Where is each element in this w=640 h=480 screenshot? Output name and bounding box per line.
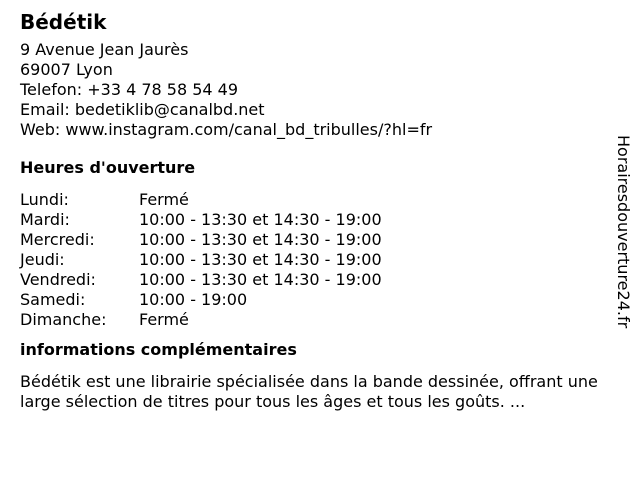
contact-block <box>20 40 610 140</box>
time-value: Fermé <box>139 310 189 329</box>
hours-row-friday <box>20 270 610 290</box>
hours-table <box>20 190 610 330</box>
hours-heading: Heures d'ouverture <box>20 158 196 177</box>
day-label: Samedi: <box>20 290 86 309</box>
hours-row-tuesday <box>20 210 610 230</box>
business-card <box>20 10 610 428</box>
business-description: Bédétik est une librairie spécialisée dans la bande dessinée, offrant une large sélection de titres pour tous les âges et tous les goûts. ... <box>20 372 598 411</box>
watermark-text: Horairesdouverture24.fr <box>614 135 633 329</box>
day-label: Mardi: <box>20 210 70 229</box>
info-heading: informations complémentaires <box>20 340 297 359</box>
business-name: Bédétik <box>20 10 107 34</box>
hours-row-monday <box>20 190 610 210</box>
time-value: 10:00 - 13:30 et 14:30 - 19:00 <box>139 210 382 229</box>
day-label: Mercredi: <box>20 230 95 249</box>
time-value: Fermé <box>139 190 189 209</box>
time-value: 10:00 - 13:30 et 14:30 - 19:00 <box>139 270 382 289</box>
time-value: 10:00 - 13:30 et 14:30 - 19:00 <box>139 250 382 269</box>
site-watermark <box>612 135 634 370</box>
address-city: 69007 Lyon <box>20 60 113 79</box>
day-label: Jeudi: <box>20 250 65 269</box>
time-value: 10:00 - 13:30 et 14:30 - 19:00 <box>139 230 382 249</box>
time-value: 10:00 - 19:00 <box>139 290 248 309</box>
hours-row-sunday <box>20 310 610 330</box>
hours-row-thursday <box>20 250 610 270</box>
hours-row-saturday <box>20 290 610 310</box>
address-street: 9 Avenue Jean Jaurès <box>20 40 189 59</box>
web-line: Web: www.instagram.com/canal_bd_tribulles/?hl=fr <box>20 120 433 139</box>
email-line: Email: bedetiklib@canalbd.net <box>20 100 265 119</box>
day-label: Dimanche: <box>20 310 107 329</box>
phone-line: Telefon: +33 4 78 58 54 49 <box>20 80 239 99</box>
day-label: Vendredi: <box>20 270 96 289</box>
day-label: Lundi: <box>20 190 69 209</box>
hours-row-wednesday <box>20 230 610 250</box>
